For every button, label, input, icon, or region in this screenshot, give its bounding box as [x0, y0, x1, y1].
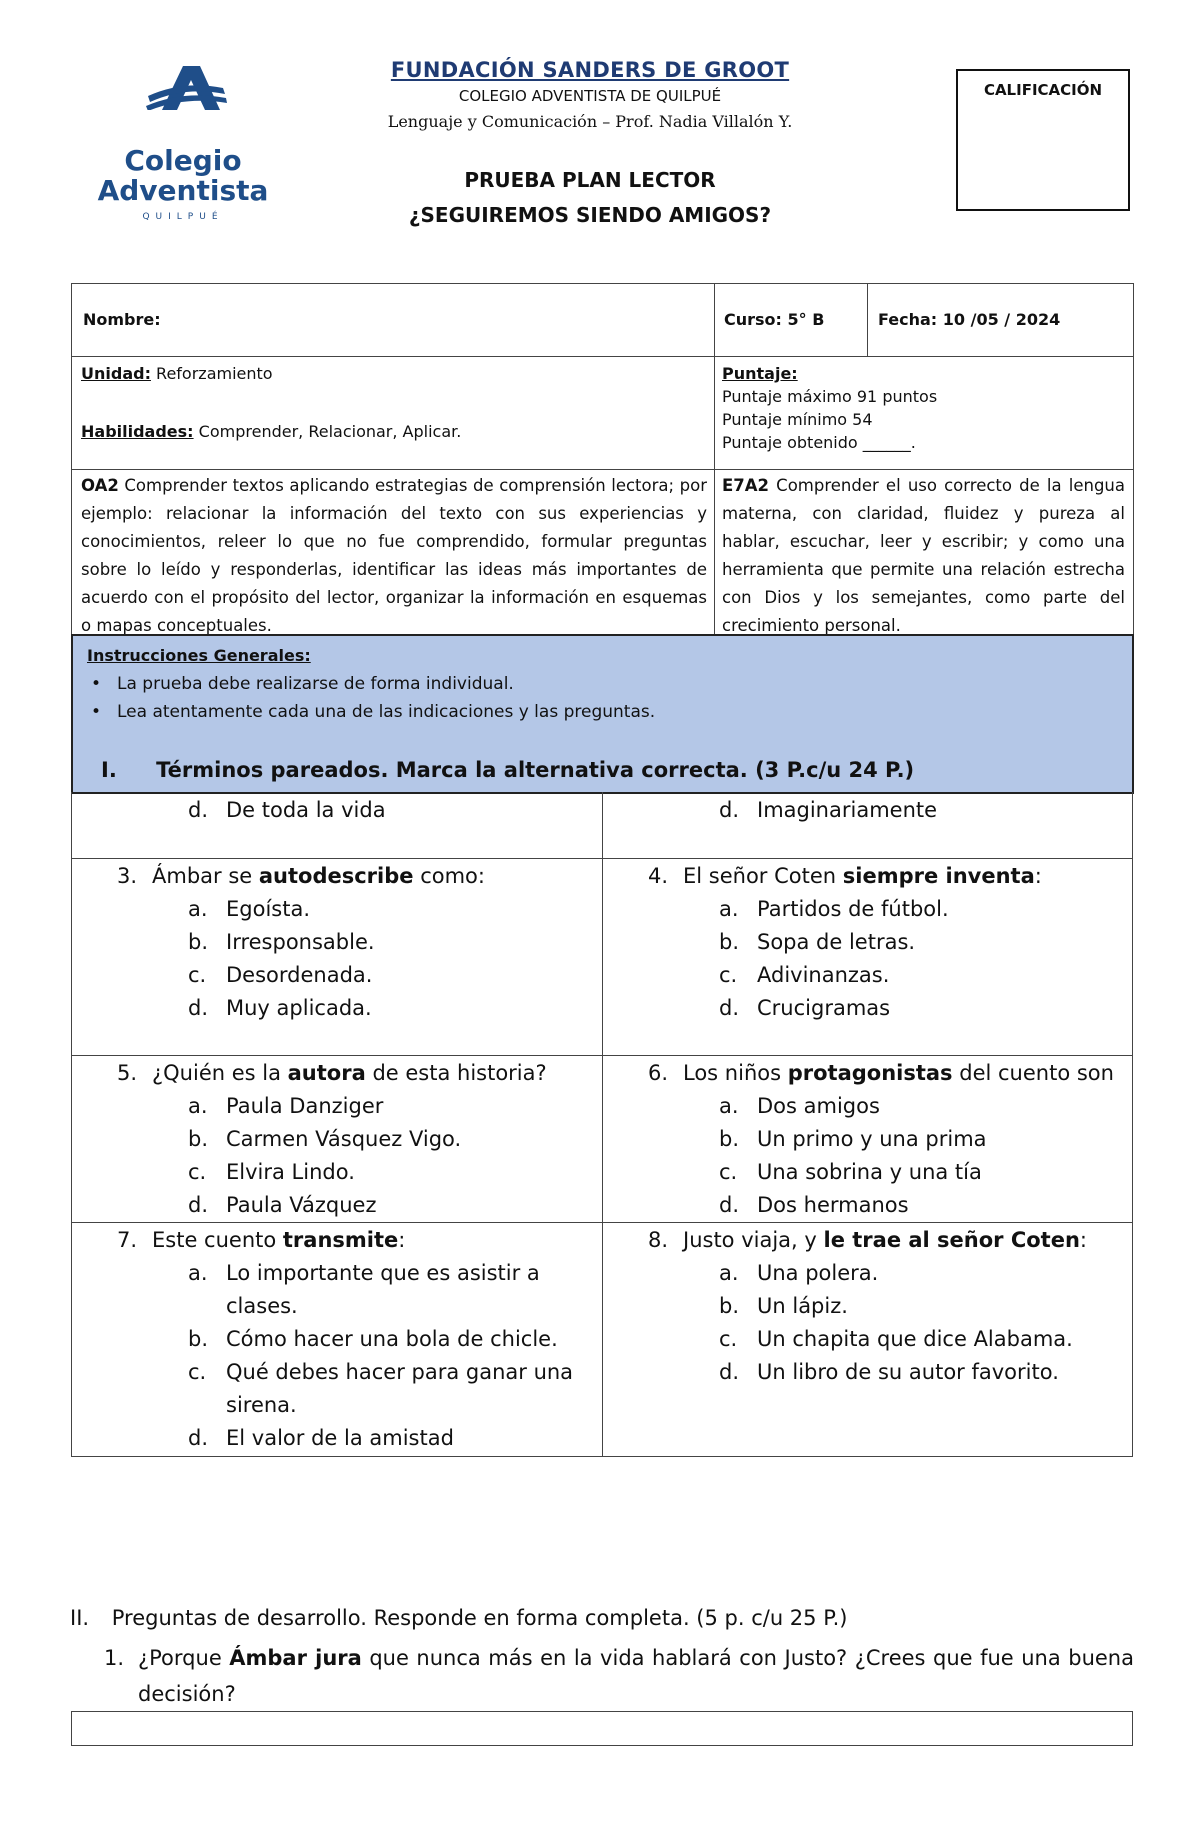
instructions-box	[71, 634, 1134, 794]
option-7d[interactable]: d. El valor de la amistad	[188, 1426, 454, 1450]
option-7b[interactable]: b. Cómo hacer una bola de chicle.	[188, 1327, 558, 1351]
option-3c[interactable]: c. Desordenada.	[188, 963, 373, 987]
grade-box[interactable]	[956, 69, 1130, 211]
score-max: Puntaje máximo 91 puntos	[722, 387, 938, 406]
option-5d[interactable]: d. Paula Vázquez	[188, 1193, 377, 1217]
questions-table	[71, 792, 1133, 1457]
name-label: Nombre:	[83, 310, 161, 329]
option-5b[interactable]: b. Carmen Vásquez Vigo.	[188, 1127, 462, 1151]
school-name: COLEGIO ADVENTISTA DE QUILPUÉ	[458, 87, 722, 105]
option-7a[interactable]: a. Lo importante que es asistir a clases.	[188, 1261, 540, 1318]
option-8d[interactable]: d. Un libro de su autor favorito.	[719, 1360, 1059, 1384]
unit-line	[81, 362, 273, 385]
instruction-item: • La prueba debe realizarse de forma individual.	[117, 674, 514, 694]
section-1-heading	[101, 758, 914, 782]
option-4d[interactable]: d. Crucigramas	[719, 996, 891, 1020]
question-7: 7. Este cuento transmite:	[117, 1228, 406, 1252]
option-3a[interactable]: a. Egoísta.	[188, 897, 310, 921]
option-4b[interactable]: b. Sopa de letras.	[719, 930, 916, 954]
answer-box[interactable]	[71, 1711, 1133, 1746]
logo-emblem-icon	[88, 66, 278, 110]
question-5: 5. ¿Quién es la autora de esta historia?	[117, 1061, 547, 1085]
option-8b[interactable]: b. Un lápiz.	[719, 1294, 848, 1318]
student-info-table	[71, 283, 1134, 637]
option-5c[interactable]: c. Elvira Lindo.	[188, 1160, 355, 1184]
subject-line: Lenguaje y Comunicación – Prof. Nadia Villalón Y.	[387, 112, 793, 131]
skills-line	[81, 420, 461, 443]
question-6: 6. Los niños protagonistas del cuento son	[648, 1061, 1114, 1085]
unit-label: Unidad:	[81, 364, 151, 383]
e-objective	[722, 469, 1125, 634]
oa-code: OA2	[81, 476, 119, 495]
option-row0-right[interactable]: d. Imaginariamente	[719, 798, 938, 822]
option-6c[interactable]: c. Una sobrina y una tía	[719, 1160, 982, 1184]
option-3d[interactable]: d. Muy aplicada.	[188, 996, 372, 1020]
section-2-number: II.	[70, 1606, 90, 1630]
oa-objective	[81, 469, 707, 634]
e-code: E7A2	[722, 476, 770, 495]
option-8c[interactable]: c. Un chapita que dice Alabama.	[719, 1327, 1073, 1351]
question-3: 3. Ámbar se autodescribe como:	[117, 864, 485, 888]
skills-label: Habilidades:	[81, 422, 194, 441]
option-row0-left[interactable]: d. De toda la vida	[188, 798, 386, 822]
score-block	[722, 362, 937, 454]
unit-value: Reforzamiento	[150, 364, 273, 383]
test-subtitle: ¿SEGUIREMOS SIENDO AMIGOS?	[408, 203, 772, 227]
section-2-title: Preguntas de desarrollo. Responde en forma completa. (5 p. c/u 25 P.)	[111, 1606, 848, 1630]
test-title: PRUEBA PLAN LECTOR	[464, 168, 716, 192]
option-7c[interactable]: c. Qué debes hacer para ganar una sirena.	[188, 1360, 574, 1417]
section-1-number: I.	[101, 758, 117, 782]
open-question-1: 1. ¿Porque Ámbar jura que nunca más en la vida hablará con Justo? ¿Crees que fue una buena decisión?	[104, 1640, 1134, 1712]
oa-text: Comprender textos aplicando estrategias de comprensión lectora; por ejemplo: relacionar la información del texto con sus experiencias y conocimientos, releer lo que no fue comprendido, formular preguntas sobre lo leído y responderlas, identificar las ideas más importantes de acuerdo con el propósito del lector, organizar la información en esquemas o mapas conceptuales.	[81, 476, 707, 634]
question-8: 8. Justo viaja, y le trae al señor Coten:	[648, 1228, 1087, 1252]
grade-label: CALIFICACIÓN	[983, 81, 1103, 99]
logo-text-top: Colegio	[124, 144, 242, 177]
score-obtained: Puntaje obtenido ______.	[722, 433, 916, 452]
option-6a[interactable]: a. Dos amigos	[719, 1094, 880, 1118]
skills-value: Comprender, Relacionar, Aplicar.	[193, 422, 462, 441]
instructions-title: Instrucciones Generales:	[87, 646, 311, 665]
score-label: Puntaje:	[722, 364, 798, 383]
logo-text-bottom: Adventista	[97, 174, 269, 207]
course-label: Curso: 5° B	[724, 310, 825, 329]
score-min: Puntaje mínimo 54	[722, 410, 873, 429]
option-6d[interactable]: d. Dos hermanos	[719, 1193, 909, 1217]
date-label: Fecha: 10 /05 / 2024	[878, 310, 1061, 329]
section-2-heading	[70, 1606, 847, 1630]
option-4c[interactable]: c. Adivinanzas.	[719, 963, 890, 987]
school-logo	[88, 66, 278, 226]
instruction-item: • Lea atentamente cada una de las indicaciones y las preguntas.	[117, 702, 655, 722]
option-8a[interactable]: a. Una polera.	[719, 1261, 879, 1285]
section-1-title: Términos pareados. Marca la alternativa correcta. (3 P.c/u 24 P.)	[156, 758, 915, 782]
option-4a[interactable]: a. Partidos de fútbol.	[719, 897, 949, 921]
open-question-number: 1.	[104, 1646, 125, 1670]
option-6b[interactable]: b. Un primo y una prima	[719, 1127, 987, 1151]
question-4: 4. El señor Coten siempre inventa:	[648, 864, 1042, 888]
name-field[interactable]	[232, 294, 702, 346]
logo-text-small: QUILPUÉ	[142, 212, 224, 222]
option-5a[interactable]: a. Paula Danziger	[188, 1094, 384, 1118]
option-3b[interactable]: b. Irresponsable.	[188, 930, 375, 954]
foundation-name: FUNDACIÓN SANDERS DE GROOT	[390, 58, 790, 82]
e-text: Comprender el uso correcto de la lengua materna, con claridad, fluidez y pureza al hablar, escuchar, leer y escribir; y como una herramienta que permite una relación estrecha con Dios y los semejantes, como parte del crecimiento personal.	[722, 476, 1125, 634]
